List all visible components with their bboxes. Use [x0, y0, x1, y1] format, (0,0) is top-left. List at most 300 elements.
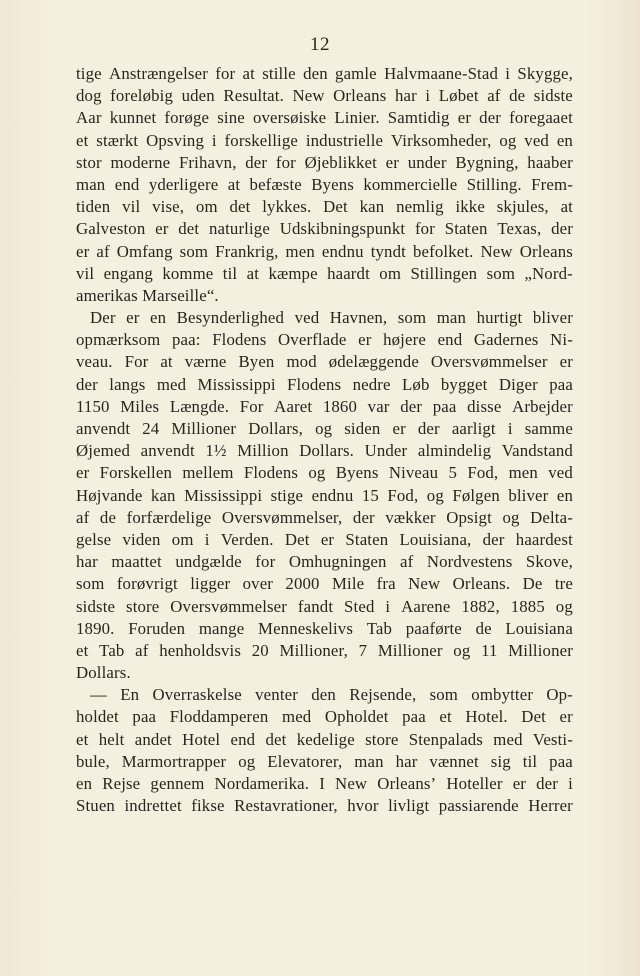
word: der [417, 419, 440, 438]
word: anvendt [140, 441, 195, 461]
word: er [559, 352, 573, 372]
word: kunnet [109, 108, 157, 128]
word: vænnet [429, 751, 479, 771]
text-line [76, 684, 573, 706]
word: sig [490, 751, 511, 771]
word: tige [76, 64, 102, 83]
text-line: amerikas Marseille“. [76, 285, 219, 305]
word: i [568, 774, 573, 793]
text-line [76, 640, 573, 662]
word: Flodens [243, 463, 299, 483]
word: paa [549, 374, 573, 394]
word: vækker [385, 507, 436, 527]
word: Stuen [76, 796, 115, 816]
word: er [126, 308, 140, 328]
word: Orleans [519, 241, 573, 261]
word: end [114, 174, 140, 194]
word: man [76, 174, 106, 194]
word: uden [181, 86, 215, 106]
word: at [246, 263, 260, 283]
word: „Nord- [524, 263, 573, 283]
word: om [171, 529, 194, 549]
word: der [551, 219, 573, 239]
word: kedelige [296, 729, 355, 749]
word: Ni- [550, 330, 573, 350]
word: forfærdelige [126, 507, 212, 527]
text-line [76, 174, 573, 196]
word: New [335, 774, 368, 793]
word: Forskellen [99, 463, 173, 483]
text-line [76, 618, 573, 640]
text-line [76, 396, 573, 418]
word: en [556, 485, 573, 505]
word: der [482, 529, 505, 549]
text-line [76, 307, 573, 329]
word: Havnen, [329, 308, 388, 328]
text-line [76, 729, 573, 751]
word: man [354, 751, 384, 771]
word: store [126, 596, 160, 616]
word: kan [150, 485, 176, 505]
word: Sted [344, 596, 375, 616]
word: 1860 [322, 396, 358, 416]
word: De [522, 574, 543, 594]
word: skjules, [496, 197, 549, 217]
word: Samtidig [387, 108, 450, 128]
word: Fod, [387, 485, 419, 505]
word: en [149, 308, 167, 328]
word: er [512, 774, 527, 793]
text-line [76, 706, 573, 728]
word: om [195, 197, 218, 217]
word: Halvmaane-Stad [384, 64, 499, 83]
body-text [76, 63, 573, 817]
word: gelse [76, 529, 112, 549]
word: Stenpalads [408, 729, 483, 749]
word: at [242, 64, 255, 83]
text-line [76, 130, 573, 152]
word: et [76, 729, 89, 749]
word: en [556, 130, 573, 150]
word: ikke [455, 197, 485, 217]
word: af [96, 241, 110, 261]
word: moderne [110, 152, 171, 172]
word: Byens [311, 174, 354, 194]
word: 11 [481, 640, 498, 660]
word: vil [122, 197, 141, 217]
word: mellem [182, 463, 234, 483]
word: et [76, 130, 89, 150]
word: Omhugningen [288, 552, 387, 572]
text-line [76, 63, 573, 85]
word: undgælde [175, 552, 242, 572]
word: men [285, 241, 315, 261]
word: Tab [99, 640, 125, 660]
word: 1150 [76, 396, 110, 416]
word: Frihavn, [178, 152, 237, 172]
word: Million [237, 441, 289, 461]
word: Texas, [497, 219, 542, 239]
word: ombytter [471, 685, 534, 705]
word: vise, [152, 197, 185, 217]
word: Udskibningspunkt [279, 219, 406, 239]
word: højere [383, 330, 426, 350]
word: end [230, 729, 256, 749]
word: Stilling. [466, 174, 522, 194]
word: Byen [238, 352, 275, 372]
word: over [242, 574, 274, 594]
word: helt [98, 729, 125, 749]
word: Det [284, 529, 310, 549]
word: som [397, 308, 427, 328]
word: i [211, 130, 217, 150]
word: gennem [150, 774, 205, 793]
word: Foruden [128, 618, 186, 638]
word: der [536, 774, 559, 793]
word: paaførte [405, 618, 462, 638]
word: Herrer [528, 796, 573, 816]
word: viden [122, 529, 161, 549]
word: maattet [111, 552, 162, 572]
word: Niveau [388, 463, 439, 483]
word: er [358, 330, 372, 350]
word: 2000 [285, 574, 320, 594]
word: venter [255, 685, 298, 705]
word: fikse [191, 796, 225, 816]
word: Øjemed [76, 441, 131, 461]
word: paa [549, 751, 573, 771]
word: er [155, 219, 169, 239]
text-line [76, 551, 573, 573]
word: Delta- [530, 507, 573, 527]
word: Staten [444, 219, 488, 239]
text-line [76, 418, 573, 440]
word: nemlig [396, 197, 444, 217]
word: det [265, 729, 287, 749]
word: for [414, 219, 435, 239]
word: Øjeblikket [304, 152, 377, 172]
word: Floddamperen [169, 707, 269, 727]
word: nedre [352, 374, 391, 394]
word: Dollars, [248, 419, 303, 438]
word: foregaaet [509, 108, 573, 128]
text-line [76, 751, 573, 773]
word: bygget [440, 374, 488, 394]
word: og [238, 751, 256, 771]
word: stærkt [96, 130, 139, 150]
word: 20 [251, 640, 269, 660]
word: der [400, 396, 423, 416]
word: Flodens [212, 330, 267, 350]
word: Hotel. [465, 707, 508, 727]
word: 15 [361, 485, 379, 505]
word: ved [524, 130, 549, 150]
word: forskellige [224, 130, 298, 150]
word: For [239, 396, 264, 416]
word: samme [524, 419, 573, 438]
word: Verden. [220, 529, 274, 549]
word: stige [270, 485, 304, 505]
word: Restavrationer, [234, 796, 338, 816]
text-line [76, 573, 573, 595]
word: med [282, 707, 312, 727]
text-line: Dollars. [76, 663, 131, 683]
word: bliver [508, 485, 549, 505]
word: Der [90, 308, 116, 328]
word: som [486, 263, 516, 283]
word: almindelig [417, 441, 492, 461]
text-line [76, 795, 573, 817]
word: naturlige [208, 219, 270, 239]
word: Orleans [333, 86, 387, 106]
word: end [437, 330, 463, 350]
word: er [76, 241, 90, 261]
word: Arbejder [512, 396, 573, 416]
word: kan [359, 197, 385, 217]
word: Det [323, 197, 348, 217]
word: med [156, 374, 187, 394]
word: af [487, 86, 501, 106]
word: er [559, 707, 573, 727]
word: dog [76, 86, 102, 106]
word: aarligt [451, 419, 496, 438]
word: Byens [335, 463, 379, 483]
word: Bygning, [455, 152, 519, 172]
word: som [179, 241, 209, 261]
word: Aarene [401, 596, 451, 616]
word: 24 [142, 419, 160, 438]
word: stille [262, 64, 296, 83]
word: Længde. [169, 396, 230, 416]
word: ved [548, 463, 573, 483]
word: Skove, [525, 552, 573, 572]
word: for [275, 152, 296, 172]
word: holdet [76, 707, 119, 727]
word: de [475, 618, 492, 638]
text-line [76, 596, 573, 618]
word: forøvrigt [116, 574, 178, 594]
word: Hotel [182, 729, 221, 749]
word: 5 [448, 463, 458, 483]
word: passiarende [438, 796, 519, 816]
word: Diger [498, 374, 538, 394]
word: ved [294, 308, 320, 328]
word: at [160, 352, 173, 372]
word: af [135, 640, 149, 660]
word: der [245, 152, 268, 172]
word: Besynderlighed [176, 308, 285, 328]
word: befæste [249, 174, 302, 194]
word: Millioner [508, 640, 573, 660]
text-line [76, 507, 573, 529]
word: Rejsende, [349, 685, 417, 705]
word: oversøiske [252, 108, 327, 128]
word: Mississippi [197, 374, 276, 394]
word: mod [286, 352, 317, 372]
word: et [439, 707, 452, 727]
word: et [76, 640, 89, 660]
word: tyndt [370, 241, 406, 261]
word: Millioner, [279, 640, 348, 660]
text-line [76, 152, 573, 174]
word: i [425, 86, 431, 106]
word: veau. [76, 352, 113, 372]
word: Staten [345, 529, 389, 549]
word: i [204, 529, 210, 549]
word: New [408, 574, 441, 594]
word: har [76, 552, 98, 572]
word: vil [76, 263, 95, 283]
word: Orleans. [452, 574, 511, 594]
word: men [508, 463, 538, 483]
word: langs [109, 374, 146, 394]
word: Millioner [171, 419, 237, 438]
word: andet [134, 729, 172, 749]
word: indrettet [124, 796, 182, 816]
word: Omfang [116, 241, 173, 261]
word: Mile [331, 574, 365, 594]
word: Vesti- [532, 729, 573, 749]
word: i [505, 64, 511, 83]
word: af [400, 552, 414, 572]
word: Løb [402, 374, 430, 394]
word: og [453, 640, 471, 660]
word: tre [554, 574, 573, 594]
word: Galveston [76, 219, 146, 239]
word: om [379, 263, 402, 283]
word: til [522, 751, 538, 771]
word: der [352, 507, 375, 527]
word: for [215, 64, 236, 83]
word: Marmortrapper [121, 751, 227, 771]
word: er [76, 463, 90, 483]
word: Løbet [438, 86, 479, 106]
word: Opsigt [446, 507, 492, 527]
word: Oversvømmelser, [221, 507, 343, 527]
word: har [395, 751, 418, 771]
text-line [76, 263, 573, 285]
text-line [76, 329, 573, 351]
word: Orleans’ [377, 774, 437, 793]
word: haaber [527, 152, 573, 172]
word: 1885 [510, 596, 545, 616]
word: sidste [76, 596, 116, 616]
word: til [222, 263, 238, 283]
word: For [124, 352, 149, 372]
word: Flodens [287, 374, 342, 394]
word: hurtigt [476, 308, 523, 328]
word: det [229, 197, 251, 217]
word: Stillingen [410, 263, 478, 283]
word: Mississippi [184, 485, 263, 505]
word: paa [402, 707, 426, 727]
word: og [426, 485, 444, 505]
word: fandt [297, 596, 334, 616]
text-line [76, 462, 573, 484]
word: Opsving [146, 130, 205, 150]
word: 1882, [461, 596, 500, 616]
text-line [76, 485, 573, 507]
word: sine [217, 108, 245, 128]
text-line [76, 107, 573, 129]
word: er [457, 108, 472, 128]
word: i [507, 419, 513, 438]
word: Højvande [76, 485, 143, 505]
word: hvor [347, 796, 379, 816]
word: foreløbig [110, 86, 174, 106]
word: Resultat. [223, 86, 284, 106]
text-line [76, 440, 573, 462]
word: Nordvestens [426, 552, 513, 572]
word: paa [132, 707, 157, 727]
word: det [178, 219, 200, 239]
word: Opholdet [324, 707, 389, 727]
word: befolket. [412, 241, 474, 261]
word: der [76, 374, 98, 394]
word: Elevatorer, [267, 751, 343, 771]
text-line [76, 351, 573, 373]
text-line [76, 218, 573, 240]
word: Virksomheder, [391, 130, 492, 150]
word: Fod, [467, 463, 499, 483]
word: og [315, 419, 333, 438]
word: af [76, 507, 90, 527]
word: Frem- [531, 174, 573, 194]
word: Menneskelivs [258, 618, 354, 638]
word: 1890. [76, 618, 115, 638]
text-line [76, 241, 573, 263]
word: og [502, 507, 520, 527]
word: Overraskelse [152, 685, 242, 705]
word: Følgen [452, 485, 500, 505]
word: New [480, 241, 513, 261]
word: Anstrængelser [109, 64, 208, 83]
word: I [319, 774, 325, 793]
word: kommercielle [363, 174, 458, 194]
word: 1½ [205, 441, 227, 461]
word: haardest [515, 529, 573, 549]
word: Oversvømmelser [430, 352, 548, 372]
word: komme [162, 263, 214, 283]
word: stor [76, 152, 102, 172]
word: siden [344, 419, 381, 438]
word: livligt [388, 796, 430, 816]
word: Aaret [274, 396, 313, 416]
word: værne [184, 352, 227, 372]
word: den [311, 685, 336, 705]
word: for [255, 552, 276, 572]
word: lykkes. [262, 197, 312, 217]
word: tiden [76, 197, 111, 217]
word: haardt [327, 263, 370, 283]
word: mange [198, 618, 245, 638]
word: var [367, 396, 390, 416]
word: de [509, 86, 526, 106]
word: har [394, 86, 417, 106]
word: og [555, 596, 573, 616]
word: engang [103, 263, 153, 283]
word: Under [364, 441, 408, 461]
word: En [120, 685, 140, 705]
word: der [479, 108, 502, 128]
word: Gadernes [473, 330, 539, 350]
word: gamle [335, 64, 377, 83]
word: man [436, 308, 467, 328]
text-line [76, 773, 573, 795]
word: som [76, 574, 105, 594]
word: disse [467, 396, 502, 416]
text-line [76, 529, 573, 551]
